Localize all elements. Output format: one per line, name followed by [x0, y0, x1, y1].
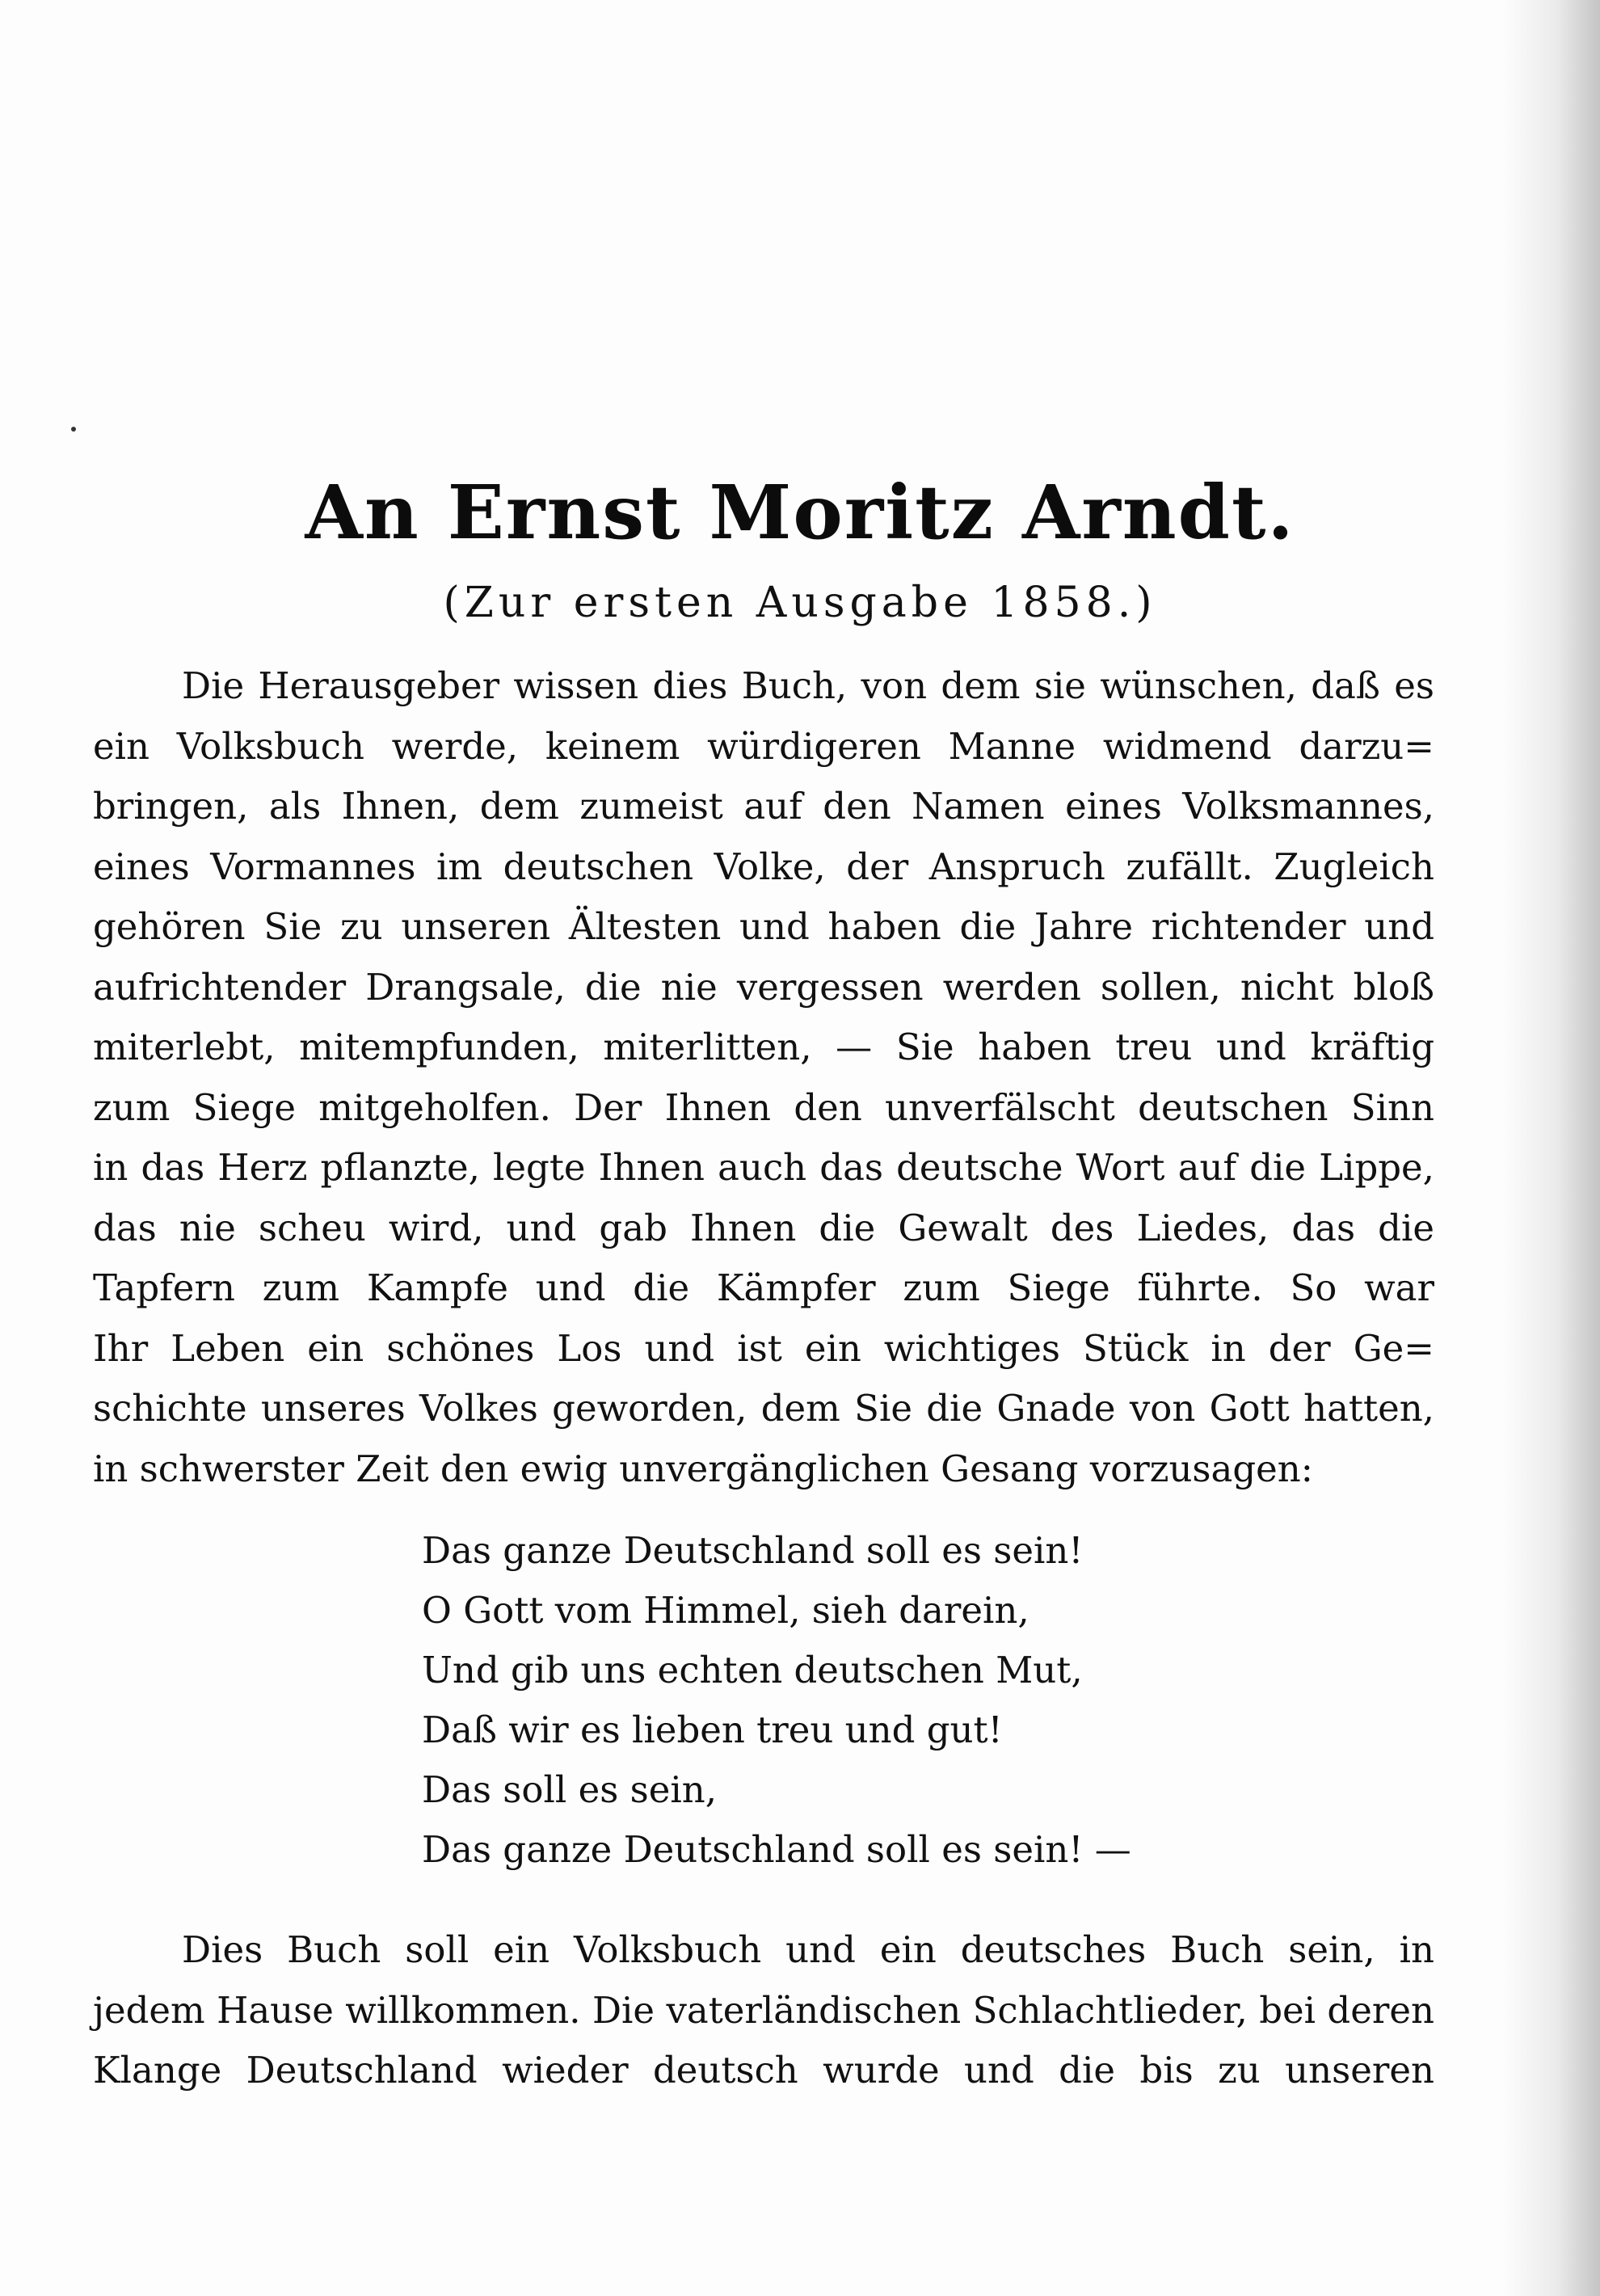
- scan-speck: [71, 427, 76, 432]
- text-line: zum Siege mitgeholfen. Der Ihnen den unverfälscht deutschen Sinn: [93, 1085, 1434, 1129]
- paragraph-dedication: [93, 656, 1434, 1499]
- verse-line: Das ganze Deutschland soll es sein!: [422, 1529, 1084, 1572]
- text-line: Klange Deutschland wieder deutsch wurde und die bis zu unseren: [93, 2049, 1434, 2092]
- text-line: Die Herausgeber wissen dies Buch, von dem sie wünschen, daß es: [182, 664, 1434, 707]
- page-edge-shadow: [1503, 0, 1600, 2296]
- verse-line: Und gib uns echten deutschen Mut,: [422, 1649, 1083, 1691]
- verse-quote: [422, 1521, 1131, 1880]
- verse-line: Das ganze Deutschland soll es sein! —: [422, 1828, 1131, 1871]
- verse-line: Daß wir es lieben treu und gut!: [422, 1708, 1003, 1751]
- text-line: miterlebt, mitempfunden, miterlitten, — Sie haben treu und kräftig: [93, 1026, 1434, 1068]
- text-line: Ihr Leben ein schönes Los und ist ein wichtiges Stück in der Ge=: [93, 1326, 1434, 1370]
- text-line: in das Herz pflanzte, legte Ihnen auch das deutsche Wort auf die Lippe,: [93, 1146, 1434, 1189]
- text-line: jedem Hause willkommen. Die vaterländischen Schlachtlieder, bei deren: [93, 1988, 1434, 2032]
- text-line: ein Volksbuch werde, keinem würdigeren Manne widmend darzu=: [93, 724, 1434, 768]
- page-title: An Ernst Moritz Arndt.: [305, 469, 1295, 556]
- paragraph-volksbuch: [93, 1920, 1434, 2101]
- text-line: schichte unseres Volkes geworden, dem Sie die Gnade von Gott hatten,: [93, 1387, 1434, 1430]
- text-line: in schwerster Zeit den ewig unvergänglichen Gesang vorzusagen:: [93, 1447, 1313, 1490]
- text-line: eines Vormannes im deutschen Volke, der Anspruch zufällt. Zugleich: [93, 845, 1434, 888]
- text-line: bringen, als Ihnen, dem zumeist auf den Namen eines Volksmannes,: [93, 785, 1434, 828]
- page-subtitle: (Zur ersten Ausgabe 1858.): [443, 579, 1157, 627]
- verse-line: O Gott vom Himmel, sieh darein,: [422, 1589, 1029, 1632]
- text-line: das nie scheu wird, und gab Ihnen die Gewalt des Liedes, das die: [93, 1206, 1434, 1249]
- text-line: Tapfern zum Kampfe und die Kämpfer zum Siege führte. So war: [93, 1266, 1434, 1309]
- text-line: Dies Buch soll ein Volksbuch und ein deutsches Buch sein, in: [182, 1928, 1434, 1971]
- text-line: gehören Sie zu unseren Ältesten und haben die Jahre richtender und: [93, 905, 1434, 948]
- text-line: aufrichtender Drangsale, die nie vergessen werden sollen, nicht bloß: [93, 965, 1434, 1009]
- verse-line: Das soll es sein,: [422, 1768, 718, 1811]
